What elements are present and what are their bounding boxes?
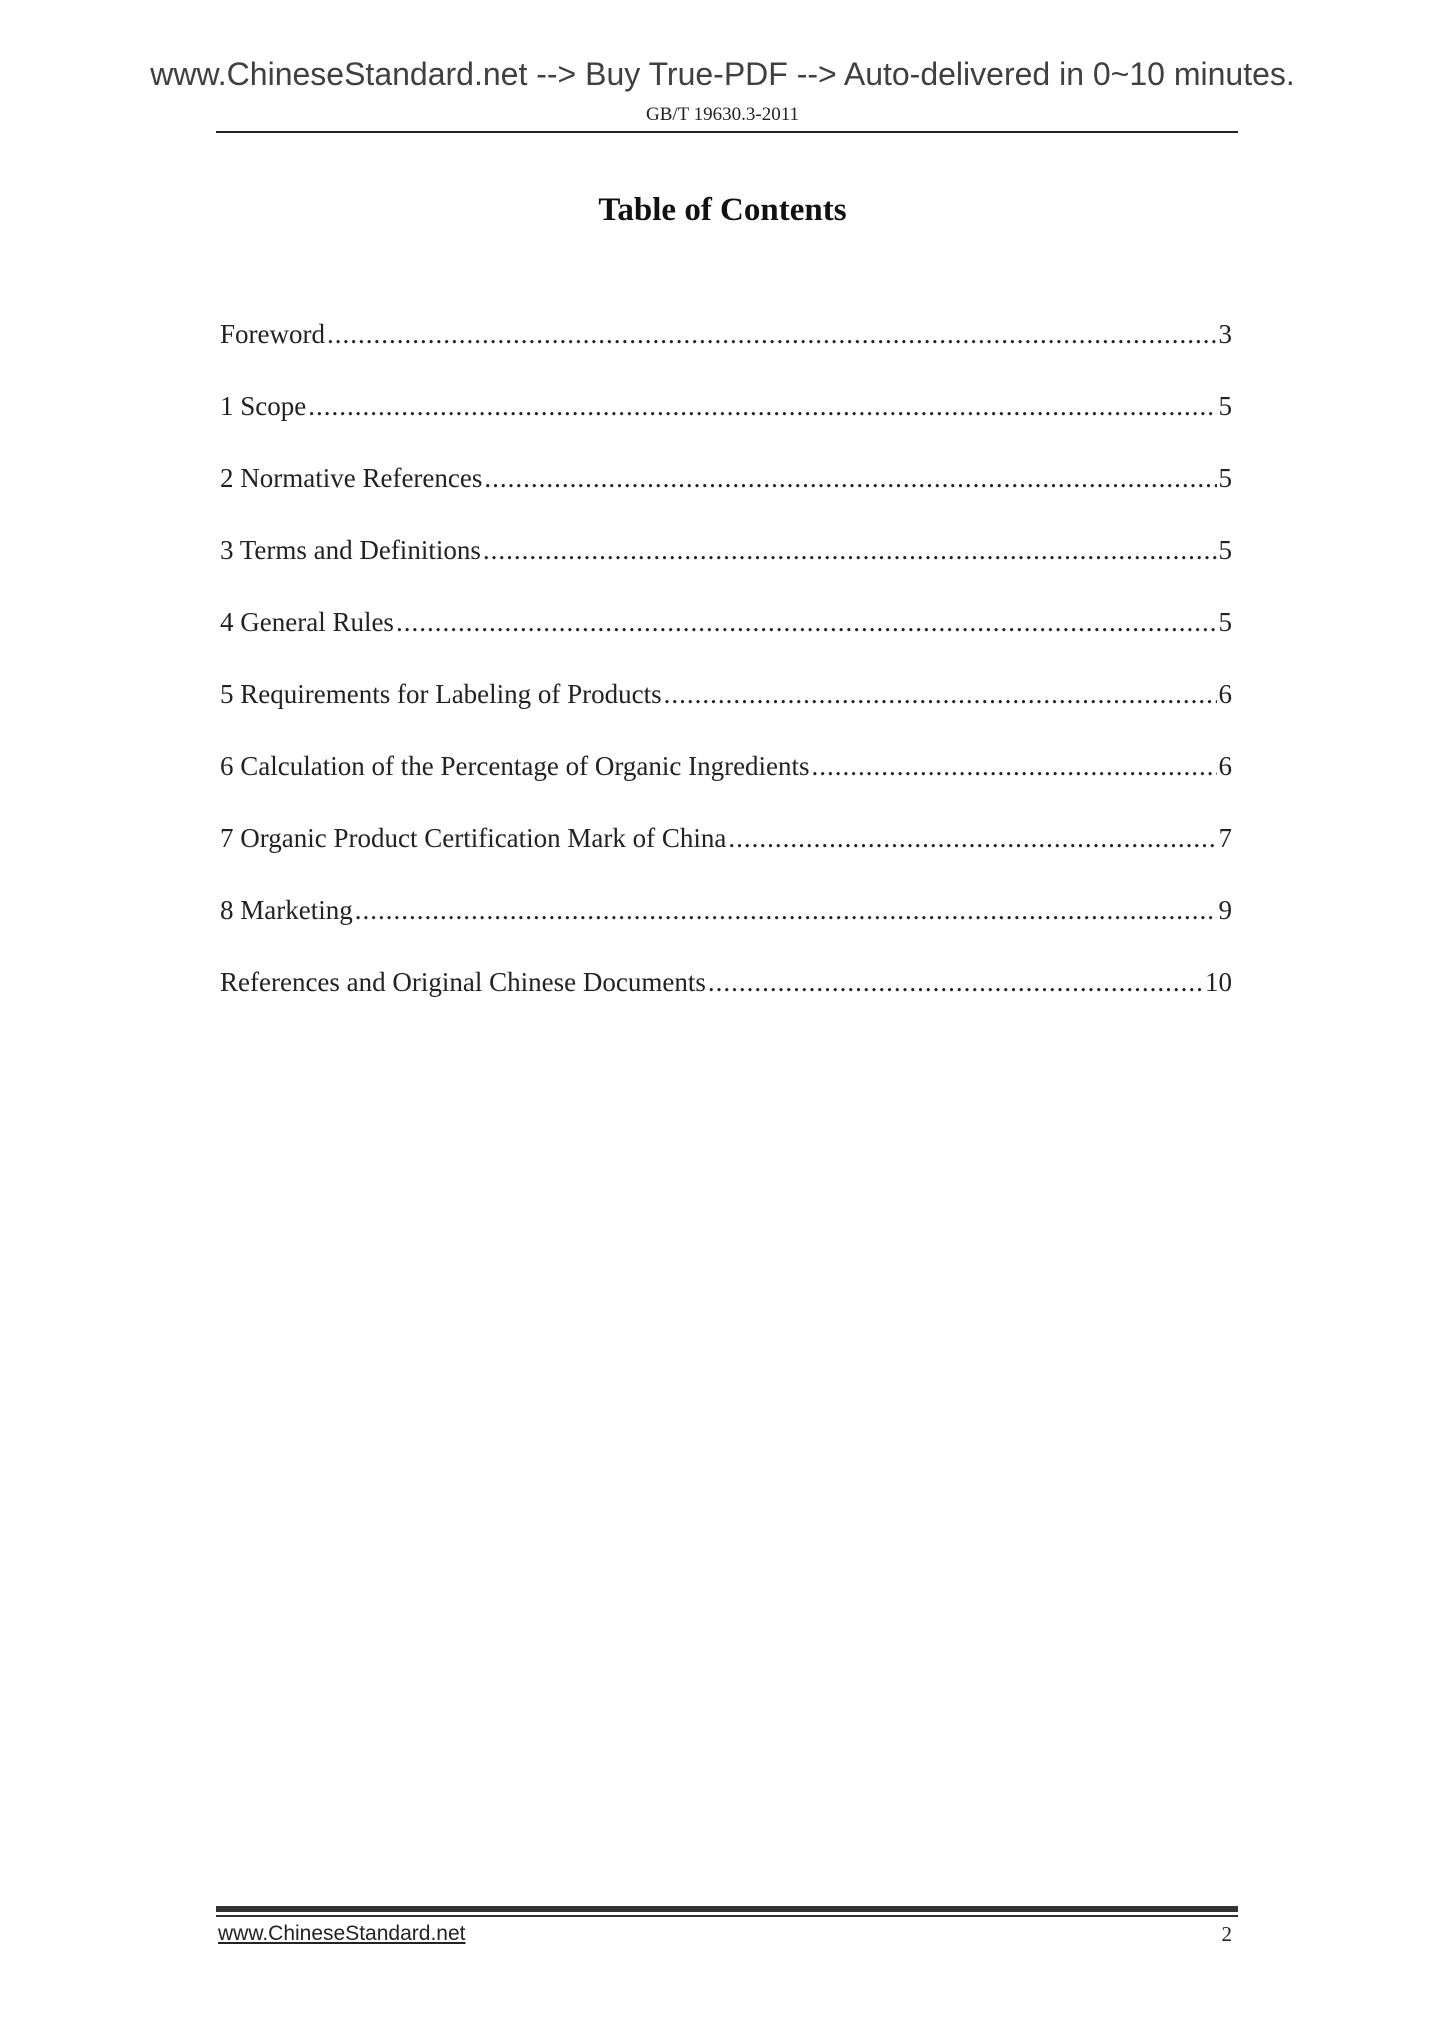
toc-dot-leader	[708, 958, 1203, 1006]
toc-dot-leader	[308, 382, 1216, 430]
footer-site-link[interactable]: www.ChineseStandard.net	[218, 1922, 466, 1945]
toc-entry-page: 6	[1218, 679, 1232, 709]
toc-entry-label: References and Original Chinese Documents	[220, 967, 706, 997]
toc-entry-scope[interactable]	[220, 382, 1232, 454]
toc-entry-page: 5	[1218, 463, 1232, 493]
toc-dot-leader	[484, 454, 1216, 502]
footer-divider-thick	[216, 1906, 1238, 1912]
toc-entry-label: 7 Organic Product Certification Mark of China	[220, 823, 727, 853]
toc-title: Table of Contents	[598, 192, 847, 228]
toc-entry-label: 6 Calculation of the Percentage of Organic Ingredients	[220, 751, 810, 781]
footer-page-number: 2	[1221, 1922, 1232, 1946]
toc-entry-percentage-calculation[interactable]	[220, 742, 1232, 814]
toc-entry-label: 2 Normative References	[220, 463, 483, 493]
toc-dot-leader	[327, 310, 1217, 358]
toc-entry-page: 10	[1205, 967, 1232, 997]
toc-entry-page: 5	[1218, 607, 1232, 637]
toc-list	[220, 310, 1232, 1030]
toc-entry-label: 5 Requirements for Labeling of Products	[220, 679, 662, 709]
toc-entry-label: 1 Scope	[220, 391, 307, 421]
toc-dot-leader	[483, 526, 1217, 574]
toc-dot-leader	[728, 814, 1216, 862]
header-divider	[216, 131, 1238, 133]
toc-entry-general-rules[interactable]	[220, 598, 1232, 670]
top-banner-link[interactable]: www.ChineseStandard.net --> Buy True-PDF --> Auto-delivered in 0~10 minutes.	[150, 56, 1295, 92]
toc-entry-page: 5	[1218, 391, 1232, 421]
toc-dot-leader	[812, 742, 1217, 790]
toc-entry-marketing[interactable]	[220, 886, 1232, 958]
toc-dot-leader	[664, 670, 1217, 718]
toc-entry-labeling-requirements[interactable]	[220, 670, 1232, 742]
toc-entry-page: 5	[1218, 535, 1232, 565]
toc-dot-leader	[355, 886, 1217, 934]
toc-entry-label: 3 Terms and Definitions	[220, 535, 481, 565]
document-code: GB/T 19630.3-2011	[645, 104, 800, 125]
toc-entry-label: 8 Marketing	[220, 895, 353, 925]
footer-divider-thin	[216, 1915, 1238, 1917]
toc-entry-page: 6	[1218, 751, 1232, 781]
toc-entry-label: Foreword	[220, 319, 325, 349]
toc-entry-page: 3	[1218, 319, 1232, 349]
toc-entry-references-original-documents[interactable]	[220, 958, 1232, 1030]
toc-entry-terms-and-definitions[interactable]	[220, 526, 1232, 598]
toc-entry-page: 9	[1218, 895, 1232, 925]
toc-entry-foreword[interactable]	[220, 310, 1232, 382]
toc-dot-leader	[396, 598, 1217, 646]
toc-entry-normative-references[interactable]	[220, 454, 1232, 526]
toc-entry-certification-mark[interactable]	[220, 814, 1232, 886]
toc-entry-page: 7	[1218, 823, 1232, 853]
toc-entry-label: 4 General Rules	[220, 607, 394, 637]
